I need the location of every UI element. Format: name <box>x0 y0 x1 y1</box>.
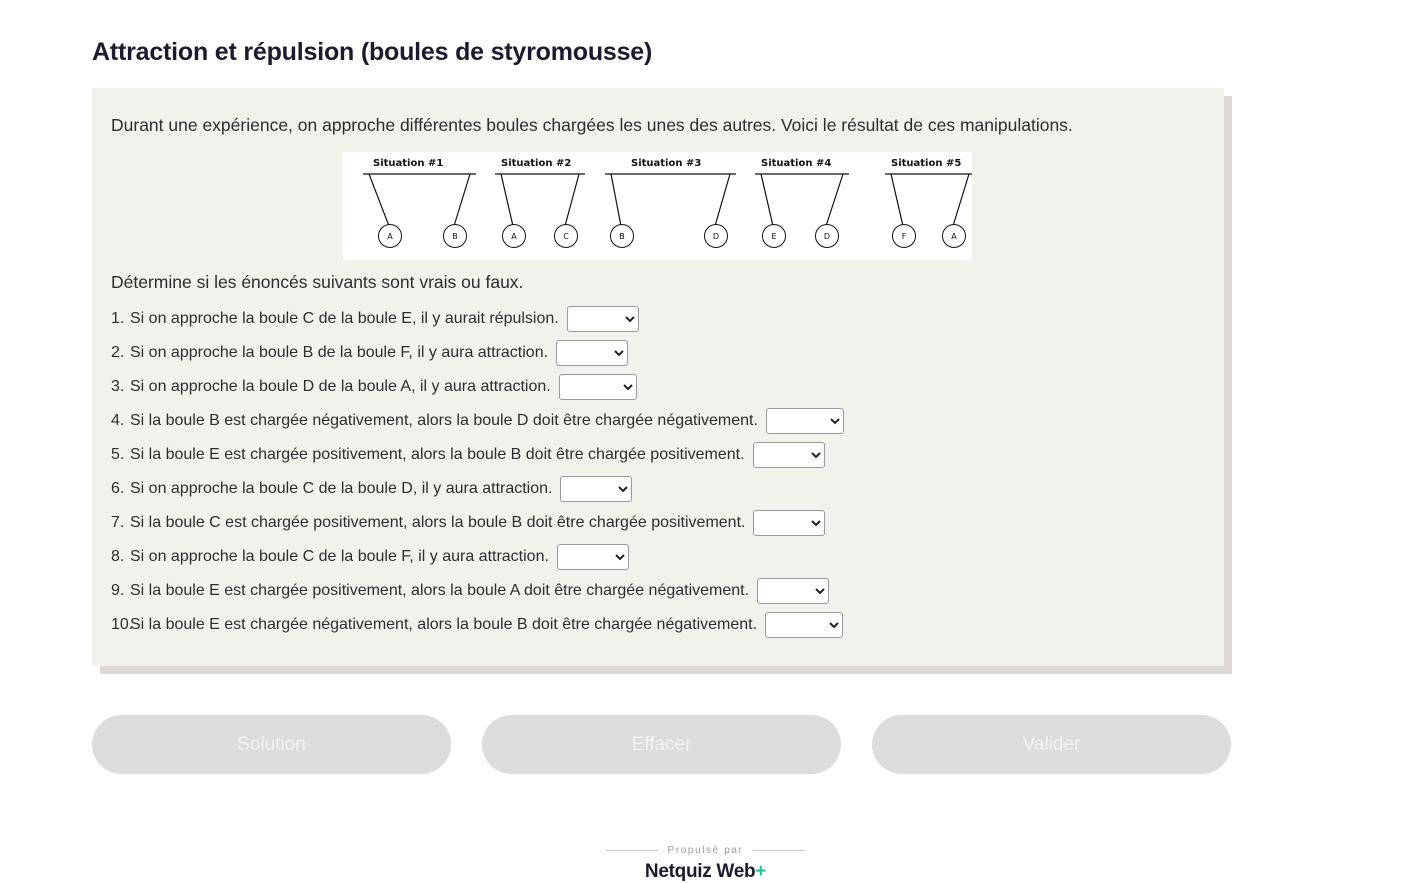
situation-label-2: Situation #2 <box>501 158 572 169</box>
question-number-6: 6. <box>111 480 125 497</box>
answer-select-6[interactable] <box>560 476 632 502</box>
question-text-7: Si la boule C est chargée positivement, alors la boule B doit être chargée positivement. <box>130 514 746 531</box>
question-text-9: Si la boule E est chargée positivement, alors la boule A doit être chargée négativement. <box>130 582 750 599</box>
situation-label-4: Situation #4 <box>761 158 832 169</box>
situation-label-1: Situation #1 <box>373 158 444 169</box>
ball-s1-right: B <box>443 224 467 248</box>
answer-select-8[interactable] <box>557 544 629 570</box>
question-number-4: 4. <box>111 412 125 429</box>
ball-s5-left: F <box>892 224 916 248</box>
question-number-9: 9. <box>111 582 125 599</box>
ball-s3-right: D <box>704 224 728 248</box>
footer-powered-by: Propulsé par <box>667 845 744 856</box>
question-row-3 <box>111 375 1204 399</box>
question-row-7 <box>111 511 1204 535</box>
solution-button[interactable]: Solution <box>92 715 451 774</box>
question-card <box>92 88 1224 666</box>
question-number-2: 2. <box>111 344 125 361</box>
question-text-5: Si la boule E est chargée positivement, alors la boule B doit être chargée positivement. <box>130 446 745 463</box>
question-text-2: Si on approche la boule B de la boule F, il y aura attraction. <box>130 344 549 361</box>
question-number-3: 3. <box>111 378 125 395</box>
ball-s4-left: E <box>762 224 786 248</box>
answer-select-2[interactable] <box>556 340 628 366</box>
question-row-9 <box>111 579 1204 603</box>
ball-s2-right: C <box>554 224 578 248</box>
ball-s2-left: A <box>502 224 526 248</box>
situation-label-5: Situation #5 <box>891 158 962 169</box>
question-row-5 <box>111 443 1204 467</box>
effacer-button[interactable]: Effacer <box>482 715 841 774</box>
answer-select-3[interactable] <box>559 374 637 400</box>
footer-rule-left <box>606 850 658 851</box>
figure-container <box>111 152 1204 260</box>
question-row-10 <box>111 613 1204 637</box>
intro-text: Durant une expérience, on approche différentes boules chargées les unes des autres. Voici le résultat de ces manipulations. <box>111 115 1073 135</box>
ball-s3-left: B <box>610 224 634 248</box>
valider-button[interactable]: Valider <box>872 715 1231 774</box>
situation-label-3: Situation #3 <box>631 158 702 169</box>
question-text-1: Si on approche la boule C de la boule E, il y aurait répulsion. <box>130 310 559 327</box>
ball-s5-right: A <box>942 224 966 248</box>
question-text-3: Si on approche la boule D de la boule A, il y aura attraction. <box>130 378 551 395</box>
question-row-1 <box>111 307 1204 331</box>
question-text-10: Si la boule E est chargée négativement, alors la boule B doit être chargée négativement. <box>130 616 758 633</box>
question-row-6 <box>111 477 1204 501</box>
question-number-7: 7. <box>111 514 125 531</box>
action-buttons <box>92 715 1231 774</box>
footer-brand-suffix: + <box>755 861 767 882</box>
footer-rule-right <box>753 850 805 851</box>
ball-s4-right: D <box>815 224 839 248</box>
answer-select-7[interactable] <box>753 510 825 536</box>
questions-list <box>111 307 1204 637</box>
answer-select-10[interactable] <box>765 612 843 638</box>
question-text-6: Si on approche la boule C de la boule D, il y aura attraction. <box>130 480 553 497</box>
footer-brand <box>645 861 766 883</box>
question-text-4: Si la boule B est chargée négativement, alors la boule D doit être chargée négativement. <box>130 412 758 429</box>
footer <box>0 845 1411 883</box>
question-row-2 <box>111 341 1204 365</box>
question-number-10: 10. <box>111 616 134 633</box>
answer-select-1[interactable] <box>567 306 639 332</box>
answer-select-4[interactable] <box>766 408 844 434</box>
question-number-8: 8. <box>111 548 125 565</box>
footer-brand-name: Netquiz Web <box>644 861 756 882</box>
situations-figure <box>343 152 972 260</box>
answer-select-5[interactable] <box>753 442 825 468</box>
question-row-4 <box>111 409 1204 433</box>
question-row-8 <box>111 545 1204 569</box>
question-number-5: 5. <box>111 446 125 463</box>
footer-powered-line <box>606 845 806 856</box>
prompt-text: Détermine si les énoncés suivants sont vrais ou faux. <box>111 272 524 292</box>
page-title: Attraction et répulsion (boules de styromousse) <box>92 38 653 66</box>
answer-select-9[interactable] <box>757 578 829 604</box>
question-number-1: 1. <box>111 310 125 327</box>
question-text-8: Si on approche la boule C de la boule F, il y aura attraction. <box>130 548 549 565</box>
ball-s1-left: A <box>378 224 402 248</box>
